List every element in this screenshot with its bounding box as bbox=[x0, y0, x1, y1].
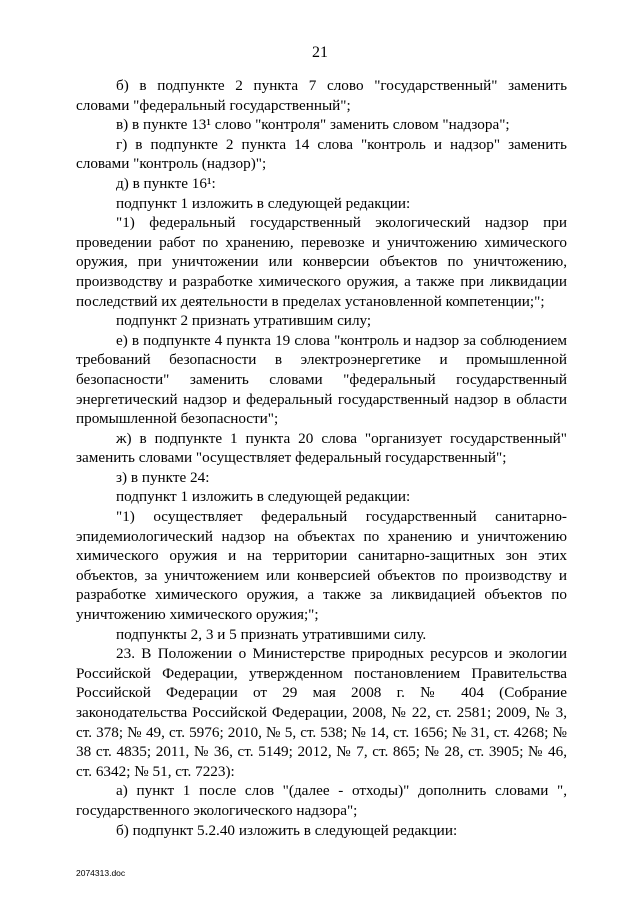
paragraph-23-b: б) подпункт 5.2.40 изложить в следующей редакции: bbox=[116, 821, 458, 839]
paragraph-z-sub1-intro: подпункт 1 изложить в следующей редакции: bbox=[116, 488, 411, 506]
paragraph-e: е) в подпункте 4 пункта 19 слова "контроль и надзор за соблюдением требований безопасности в электроэнергетике и промышленной безопасности" заменить словами "федеральный государственный энергетический надзор и федеральный государственный надзор в области промышленной безопасности"; bbox=[76, 331, 567, 428]
paragraph-d: д) в пункте 16¹: bbox=[116, 174, 216, 192]
paragraph-b: б) в подпункте 2 пункта 7 слово "государственный" заменить словами "федеральный государственный"; bbox=[76, 77, 567, 114]
page-number: 21 bbox=[312, 44, 328, 61]
paragraph-23-a: а) пункт 1 после слов "(далее - отходы)" дополнить словами ", государственного экологического надзора"; bbox=[76, 782, 567, 819]
paragraph-d-sub2: подпункт 2 признать утратившим силу; bbox=[116, 312, 372, 330]
paragraph-zh: ж) в подпункте 1 пункта 20 слова "организует государственный" заменить словами "осуществляет федеральный государственный"; bbox=[76, 429, 567, 467]
paragraph-v: в) в пункте 13¹ слово "контроля" заменить словом "надзора"; bbox=[116, 116, 510, 134]
paragraph-z: з) в пункте 24: bbox=[116, 468, 210, 486]
paragraph-d-sub1-text: "1) федеральный государственный экологический надзор при проведении работ по хранению, перевозке и уничтожению химического оружия, при уничтожении или конверсии объектов по уничтожению, производству и разработке химического оружия, а также при ликвидации последствий их деятельности в пределах установленной компетенции;"; bbox=[76, 214, 567, 310]
footer-file-name: 2074313.doc bbox=[76, 868, 126, 878]
paragraph-d-sub1-intro: подпункт 1 изложить в следующей редакции: bbox=[116, 194, 411, 212]
paragraph-g: г) в подпункте 2 пункта 14 слова "контроль и надзор" заменить словами "контроль (надзор)"; bbox=[76, 135, 567, 173]
document-body bbox=[76, 76, 567, 840]
paragraph-z-subs-void: подпункты 2, 3 и 5 признать утратившими силу. bbox=[116, 625, 427, 643]
paragraph-z-sub1-text: "1) осуществляет федеральный государственный санитарно-эпидемиологический надзор на объектах по хранению и уничтожению химического оружия и на территории санитарно-защитных зон этих объектов, за уничтожением или конверсией объектов по производству и разработке химического оружия, а также за ликвидацией объектов по уничтожению химического оружия;"; bbox=[76, 508, 567, 624]
paragraph-23: 23. В Положении о Министерстве природных ресурсов и экологии Российской Федерации, утвержденном постановлением Правительства Российской Федерации от 29 мая 2008 г. № 404 (Собрание законодательства Российской Федерации, 2008, № 22, ст. 2581; 2009, № 3, ст. 378; № 49, ст. 5976; 2010, № 5, ст. 538; № 14, ст. 1656; № 31, ст. 4268; № 38 ст. 4835; 2011, № 36, ст. 5149; 2012, № 7, ст. 865; № 28, ст. 3905; № 46, ст. 6342; № 51, ст. 7223): bbox=[76, 645, 567, 780]
